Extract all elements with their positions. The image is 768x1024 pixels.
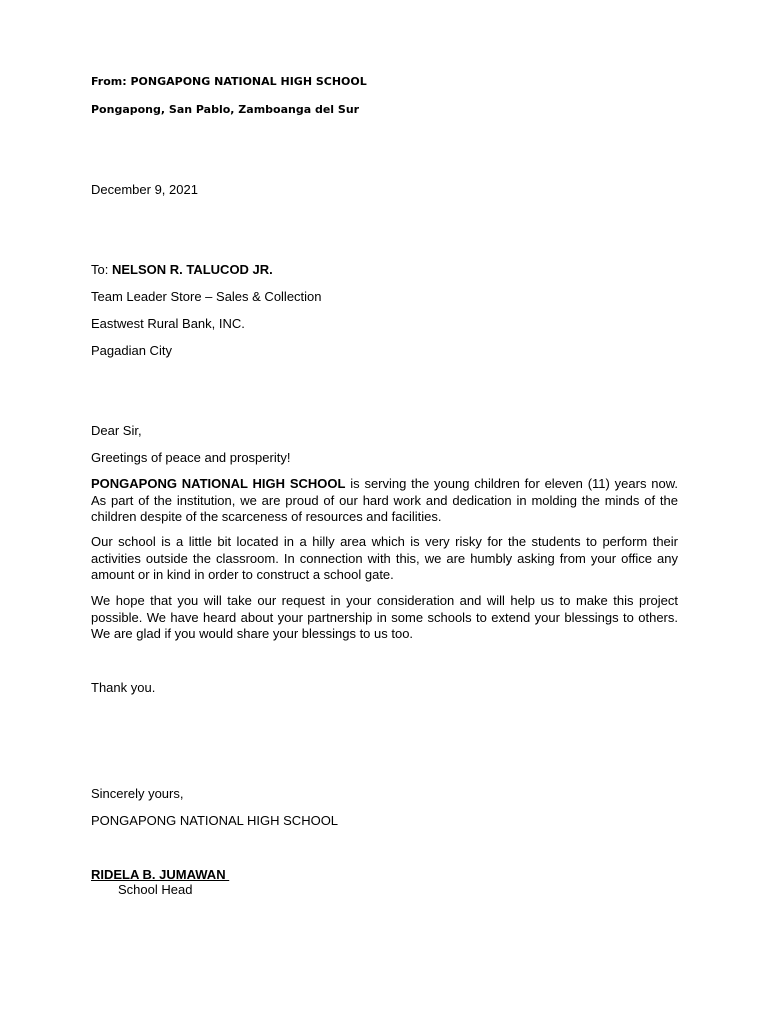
body-paragraph-3: We hope that you will take our request in your consideration and will help us to make this project possible. We have heard about your partnership in some schools to extend your blessings to others. We are glad if you would share your blessings to us too.: [91, 593, 678, 641]
letter-date: December 9, 2021: [91, 182, 198, 197]
closing-school: PONGAPONG NATIONAL HIGH SCHOOL: [91, 813, 339, 828]
body-paragraph-2: Our school is a little bit located in a hilly area which is very risky for the students to perform their activities outside the classroom. In connection with this, we are humbly asking from your office any amount or in kind in order to construct a school gate.: [91, 534, 678, 582]
from-line: [91, 75, 367, 89]
to-label: To:: [91, 262, 112, 277]
paragraph-1-school-name: PONGAPONG NATIONAL HIGH SCHOOL: [91, 476, 346, 491]
salutation: Dear Sir,: [91, 423, 142, 438]
thanks-line: Thank you.: [91, 680, 156, 695]
recipient-company: Eastwest Rural Bank, INC.: [91, 316, 245, 331]
recipient-position: Team Leader Store – Sales & Collection: [91, 289, 322, 304]
recipient-name: NELSON R. TALUCOD JR.: [111, 262, 273, 277]
signatory-name: RIDELA B. JUMAWAN: [91, 867, 230, 882]
sign-off: Sincerely yours,: [91, 786, 184, 801]
recipient-city: Pagadian City: [91, 343, 172, 358]
greeting: Greetings of peace and prosperity!: [91, 450, 291, 465]
signatory-title: School Head: [118, 882, 193, 897]
from-address: Pongapong, San Pablo, Zamboanga del Sur: [91, 103, 360, 116]
body-paragraph-1: [91, 476, 678, 526]
from-school: PONGAPONG NATIONAL HIGH SCHOOL: [130, 75, 367, 88]
recipient-line: [91, 262, 273, 278]
from-label: From:: [91, 75, 131, 88]
paragraph-1-text: is serving the young children for eleven (11) years now. As part of the institution, we are proud of our hard work and dedication in molding the minds of the children despite of the scarceness of resources and facilities.: [91, 476, 678, 524]
